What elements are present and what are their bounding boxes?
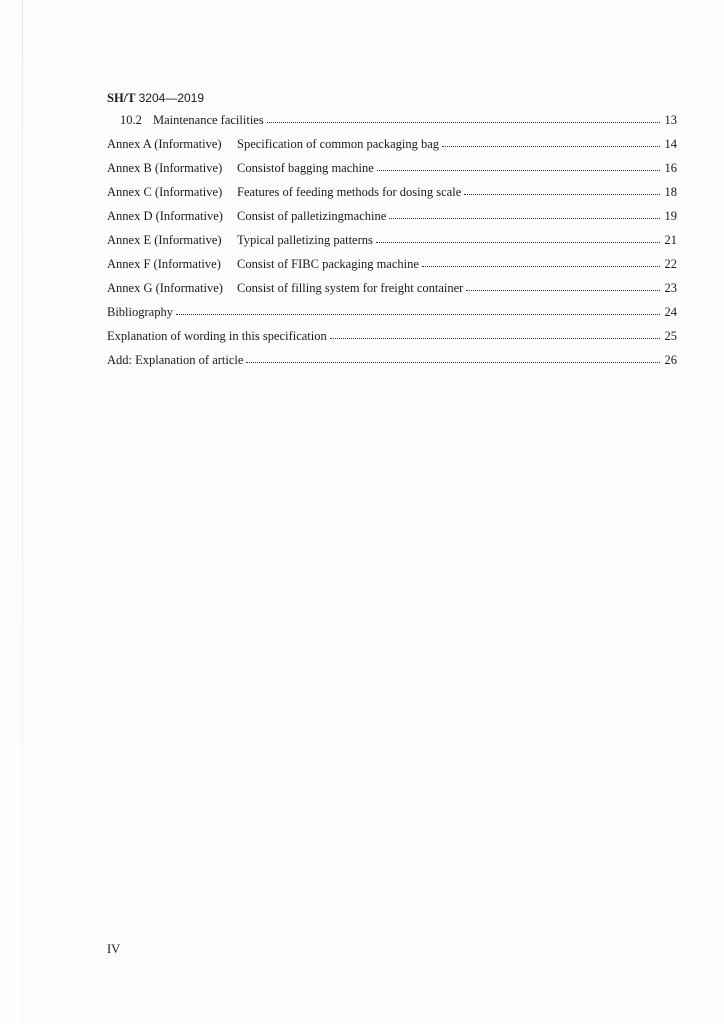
toc-entry-title: Add: Explanation of article — [107, 353, 244, 367]
toc-page-number: 25 — [664, 329, 677, 343]
toc-entry-annex-f[interactable] — [107, 257, 677, 281]
dot-leader — [246, 362, 660, 363]
toc-annex-label: Annex G (Informative) — [107, 281, 223, 295]
toc-page-number: 19 — [664, 209, 677, 223]
dot-leader — [376, 242, 660, 243]
page-footer-number: IV — [107, 942, 121, 956]
toc-entry-title: Consist of FIBC packaging machine — [237, 257, 419, 271]
toc-annex-label: Annex E (Informative) — [107, 233, 222, 247]
toc-annex-label: Annex C (Informative) — [107, 185, 223, 199]
toc-page-number: 18 — [664, 185, 677, 199]
toc-annex-label: Annex B (Informative) — [107, 161, 223, 175]
toc-page-number: 14 — [664, 137, 677, 151]
toc-entry-title: Bibliography — [107, 305, 173, 319]
toc-entry-title: Specification of common packaging bag — [237, 137, 440, 151]
dot-leader — [442, 146, 660, 147]
toc-entry-annex-e[interactable] — [107, 233, 677, 257]
toc-annex-label: Annex A (Informative) — [107, 137, 222, 151]
toc-entry-10-2[interactable] — [107, 113, 677, 137]
standard-number: 3204—2019 — [138, 91, 205, 105]
toc-annex-label: Annex D (Informative) — [107, 209, 223, 223]
toc-entry-explanation-of-wording[interactable] — [107, 329, 677, 353]
toc-entry-title: Maintenance facilities — [153, 113, 264, 127]
toc-entry-title: Consistof bagging machine — [237, 161, 374, 175]
scan-edge-shadow — [22, 0, 23, 1024]
toc-entry-annex-a[interactable] — [107, 137, 677, 161]
toc-entry-annex-d[interactable] — [107, 209, 677, 233]
toc-page-number: 26 — [664, 353, 677, 367]
toc-entry-title: Features of feeding methods for dosing scale — [237, 185, 462, 199]
toc-entry-title: Consist of palletizingmachine — [237, 209, 387, 223]
dot-leader — [466, 290, 660, 291]
toc-entry-title: Consist of filling system for freight container — [237, 281, 464, 295]
toc-entry-annex-g[interactable] — [107, 281, 677, 305]
page-header — [107, 91, 204, 106]
standard-code: SH/T — [107, 91, 136, 105]
toc-entry-explanation-of-article[interactable] — [107, 353, 677, 377]
dot-leader — [389, 218, 660, 219]
toc-entry-title: Explanation of wording in this specification — [107, 329, 327, 343]
table-of-contents — [107, 113, 677, 377]
dot-leader — [377, 170, 660, 171]
dot-leader — [176, 314, 660, 315]
toc-entry-annex-b[interactable] — [107, 161, 677, 185]
toc-entry-annex-c[interactable] — [107, 185, 677, 209]
dot-leader — [267, 122, 660, 123]
toc-section-number: 10.2 — [120, 113, 142, 127]
toc-page-number: 23 — [664, 281, 677, 295]
toc-page-number: 22 — [664, 257, 677, 271]
toc-entry-title: Typical palletizing patterns — [237, 233, 373, 247]
toc-page-number: 13 — [664, 113, 677, 127]
dot-leader — [422, 266, 660, 267]
toc-annex-label: Annex F (Informative) — [107, 257, 221, 271]
toc-page-number: 24 — [664, 305, 677, 319]
toc-entry-bibliography[interactable] — [107, 305, 677, 329]
toc-page-number: 21 — [664, 233, 677, 247]
dot-leader — [464, 194, 660, 195]
dot-leader — [330, 338, 660, 339]
toc-page-number: 16 — [664, 161, 677, 175]
